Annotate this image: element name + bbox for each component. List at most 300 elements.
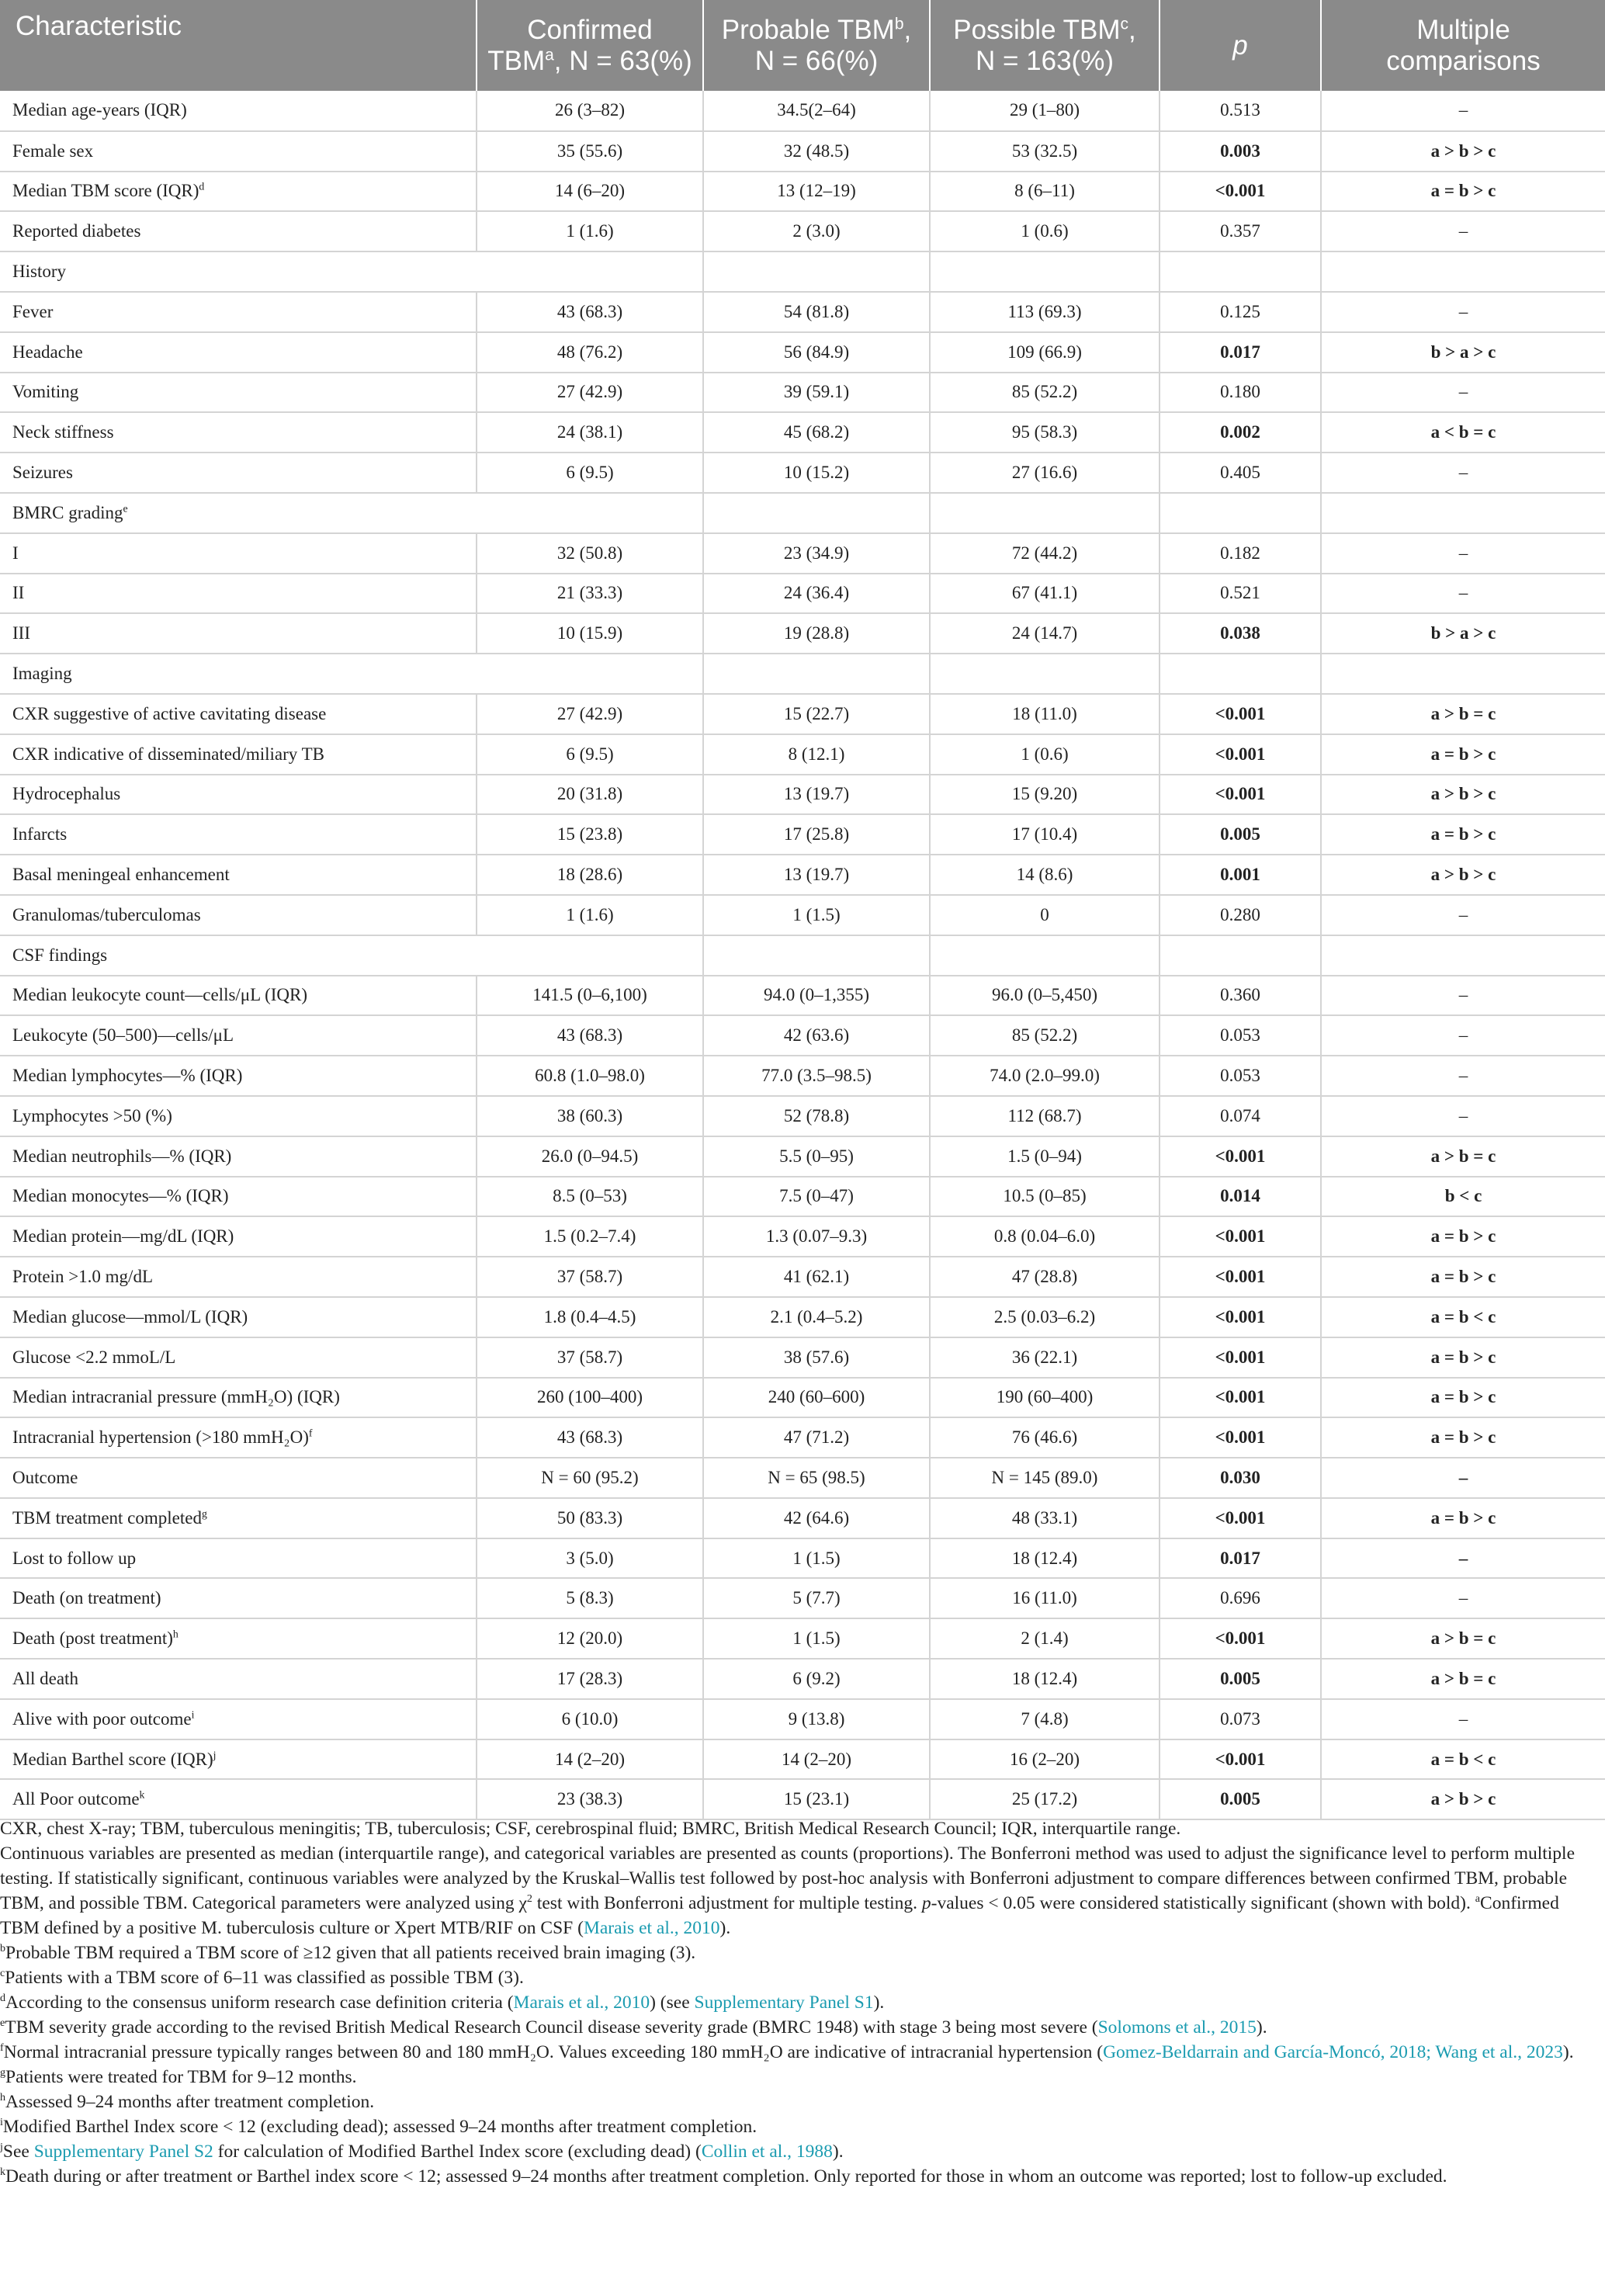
- cell-possible: 95 (58.3): [930, 412, 1160, 453]
- cell-p-value: [1160, 493, 1321, 533]
- cell-possible: 29 (1–80): [930, 91, 1160, 131]
- cell-p-value: <0.001: [1160, 1618, 1321, 1659]
- cell-probable: 39 (59.1): [703, 373, 930, 413]
- cell-probable: 8 (12.1): [703, 734, 930, 775]
- row-label: Outcome: [0, 1458, 477, 1498]
- table-row: [0, 1096, 1605, 1136]
- cell-confirmed: 10 (15.9): [477, 613, 703, 654]
- cell-multiple-comparisons: –: [1321, 453, 1605, 493]
- row-label: II: [0, 574, 477, 614]
- cell-confirmed: 26 (3–82): [477, 91, 703, 131]
- cell-multiple-comparisons: –: [1321, 1578, 1605, 1618]
- cell-multiple-comparisons: a = b > c: [1321, 734, 1605, 775]
- table-row: [0, 574, 1605, 614]
- footnote-h: $^h$Assessed 9–24 months after treatment completion.: [0, 2091, 375, 2112]
- cell-confirmed: [477, 935, 703, 976]
- table-row: [0, 292, 1605, 332]
- cell-possible: 112 (68.7): [930, 1096, 1160, 1136]
- cell-confirmed: [477, 654, 703, 694]
- cell-p-value: 0.357: [1160, 211, 1321, 251]
- cell-confirmed: 38 (60.3): [477, 1096, 703, 1136]
- cell-possible: 1 (0.6): [930, 734, 1160, 775]
- table-row: [0, 1779, 1605, 1819]
- cell-multiple-comparisons: [1321, 493, 1605, 533]
- row-label: Fever: [0, 292, 477, 332]
- cell-multiple-comparisons: –: [1321, 533, 1605, 574]
- cell-p-value: <0.001: [1160, 775, 1321, 815]
- footnote-d: $^d$According to the consensus uniform research case definition criteria (Marais et al., 2010) (see Supplementary Panel S1).: [0, 1992, 885, 2013]
- row-label: Vomiting: [0, 373, 477, 413]
- citation-link[interactable]: Solomons et al., 2015: [1097, 2017, 1257, 2038]
- row-label: History: [0, 251, 477, 292]
- cell-possible: 0.8 (0.04–6.0): [930, 1216, 1160, 1257]
- table-row: [0, 1297, 1605, 1337]
- cell-p-value: 0.405: [1160, 453, 1321, 493]
- cell-p-value: 0.513: [1160, 91, 1321, 131]
- cell-probable: [703, 251, 930, 292]
- cell-confirmed: 43 (68.3): [477, 1015, 703, 1056]
- table-row: [0, 1056, 1605, 1096]
- cell-confirmed: 27 (42.9): [477, 373, 703, 413]
- table-row: [0, 1136, 1605, 1177]
- row-label: Median intracranial pressure (mmH₂O) (IQR): [0, 1378, 477, 1418]
- cell-probable: [703, 493, 930, 533]
- row-label: Intracranial hypertension (>180 mmH₂O)$^f$: [0, 1417, 477, 1458]
- cell-p-value: <0.001: [1160, 734, 1321, 775]
- cell-multiple-comparisons: –: [1321, 895, 1605, 935]
- cell-multiple-comparisons: –: [1321, 292, 1605, 332]
- cell-confirmed: [477, 251, 703, 292]
- table-row: [0, 1257, 1605, 1297]
- citation-link[interactable]: Marais et al., 2010: [513, 1993, 650, 2013]
- cell-probable: 13 (12–19): [703, 172, 930, 212]
- cell-multiple-comparisons: –: [1321, 1015, 1605, 1056]
- cell-probable: 19 (28.8): [703, 613, 930, 654]
- cell-possible: 1 (0.6): [930, 211, 1160, 251]
- cell-probable: 1 (1.5): [703, 1538, 930, 1579]
- row-label: Basal meningeal enhancement: [0, 855, 477, 895]
- table-row: [0, 1578, 1605, 1618]
- citation-link[interactable]: Gomez-Beldarrain and García-Moncó, 2018; Wang et al., 2023: [1103, 2042, 1563, 2062]
- footnote-f: $^f$Normal intracranial pressure typically ranges between 80 and 180 mmH₂O. Values exceeding 180 mmH₂O are indicative of intracranial hypertension (Gomez-Beldarrain and García-Moncó, 2018; Wang et al., 2023).: [0, 2041, 1574, 2062]
- cell-probable: 17 (25.8): [703, 814, 930, 855]
- cell-confirmed: 14 (6–20): [477, 172, 703, 212]
- cell-possible: 15 (9.20): [930, 775, 1160, 815]
- cell-confirmed: 1.5 (0.2–7.4): [477, 1216, 703, 1257]
- cell-possible: 18 (12.4): [930, 1659, 1160, 1699]
- cell-possible: 8 (6–11): [930, 172, 1160, 212]
- supplementary-link[interactable]: Supplementary Panel S2: [33, 2142, 213, 2162]
- cell-confirmed: 6 (10.0): [477, 1699, 703, 1739]
- cell-p-value: <0.001: [1160, 1257, 1321, 1297]
- citation-link[interactable]: Marais et al., 2010: [583, 1918, 720, 1938]
- cell-p-value: <0.001: [1160, 694, 1321, 734]
- cell-multiple-comparisons: –: [1321, 574, 1605, 614]
- cell-multiple-comparisons: a = b > c: [1321, 1257, 1605, 1297]
- cell-probable: 13 (19.7): [703, 855, 930, 895]
- cell-possible: [930, 251, 1160, 292]
- cell-p-value: 0.073: [1160, 1699, 1321, 1739]
- row-label: I: [0, 533, 477, 574]
- row-label: Glucose <2.2 mmoL/L: [0, 1337, 477, 1378]
- cell-confirmed: 37 (58.7): [477, 1337, 703, 1378]
- cell-possible: 14 (8.6): [930, 855, 1160, 895]
- cell-p-value: 0.005: [1160, 1659, 1321, 1699]
- cell-confirmed: 15 (23.8): [477, 814, 703, 855]
- table-footnotes: [0, 1816, 1599, 2189]
- footnote-c: $^c$Patients with a TBM score of 6–11 was classified as possible TBM (3).: [0, 1967, 524, 1988]
- cell-p-value: 0.125: [1160, 292, 1321, 332]
- table-row: [0, 1458, 1605, 1498]
- cell-multiple-comparisons: a = b < c: [1321, 1739, 1605, 1780]
- cell-confirmed: 21 (33.3): [477, 574, 703, 614]
- cell-multiple-comparisons: –: [1321, 91, 1605, 131]
- cell-p-value: 0.521: [1160, 574, 1321, 614]
- cell-p-value: <0.001: [1160, 1498, 1321, 1538]
- cell-p-value: 0.696: [1160, 1578, 1321, 1618]
- table-row: [0, 1378, 1605, 1418]
- row-label: Alive with poor outcome$^i$: [0, 1699, 477, 1739]
- cell-possible: 10.5 (0–85): [930, 1177, 1160, 1217]
- cell-p-value: 0.074: [1160, 1096, 1321, 1136]
- cell-possible: 16 (2–20): [930, 1739, 1160, 1780]
- row-label: Median glucose—mmol/L (IQR): [0, 1297, 477, 1337]
- cell-multiple-comparisons: [1321, 251, 1605, 292]
- cell-probable: 56 (84.9): [703, 332, 930, 373]
- cell-confirmed: 260 (100–400): [477, 1378, 703, 1418]
- table-body: [0, 91, 1605, 1819]
- cell-confirmed: 32 (50.8): [477, 533, 703, 574]
- cell-possible: 74.0 (2.0–99.0): [930, 1056, 1160, 1096]
- supplementary-link[interactable]: Supplementary Panel S1: [694, 1993, 874, 2013]
- cell-probable: 42 (64.6): [703, 1498, 930, 1538]
- cell-p-value: 0.360: [1160, 976, 1321, 1016]
- cell-probable: 9 (13.8): [703, 1699, 930, 1739]
- table-row: [0, 1498, 1605, 1538]
- cell-probable: 52 (78.8): [703, 1096, 930, 1136]
- row-label: Median Barthel score (IQR)$^j$: [0, 1739, 477, 1780]
- cell-confirmed: 26.0 (0–94.5): [477, 1136, 703, 1177]
- cell-p-value: 0.030: [1160, 1458, 1321, 1498]
- row-label: Imaging: [0, 654, 477, 694]
- cell-multiple-comparisons: [1321, 935, 1605, 976]
- cell-probable: 1 (1.5): [703, 1618, 930, 1659]
- cell-probable: 77.0 (3.5–98.5): [703, 1056, 930, 1096]
- cell-probable: 94.0 (0–1,355): [703, 976, 930, 1016]
- cell-possible: [930, 935, 1160, 976]
- header-p-value: p: [1160, 0, 1321, 91]
- cell-probable: N = 65 (98.5): [703, 1458, 930, 1498]
- cell-confirmed: 50 (83.3): [477, 1498, 703, 1538]
- cell-probable: 15 (22.7): [703, 694, 930, 734]
- cell-p-value: 0.014: [1160, 1177, 1321, 1217]
- cell-p-value: <0.001: [1160, 1739, 1321, 1780]
- row-label: Protein >1.0 mg/dL: [0, 1257, 477, 1297]
- row-label: Median protein—mg/dL (IQR): [0, 1216, 477, 1257]
- cell-multiple-comparisons: a = b > c: [1321, 814, 1605, 855]
- cell-p-value: 0.038: [1160, 613, 1321, 654]
- table-row: [0, 1337, 1605, 1378]
- cell-confirmed: 3 (5.0): [477, 1538, 703, 1579]
- citation-link[interactable]: Collin et al., 1988: [701, 2142, 833, 2162]
- cell-multiple-comparisons: a > b = c: [1321, 694, 1605, 734]
- cell-p-value: <0.001: [1160, 1297, 1321, 1337]
- row-label: Median TBM score (IQR)$^d$: [0, 172, 477, 212]
- row-label: Median neutrophils—% (IQR): [0, 1136, 477, 1177]
- cell-possible: 17 (10.4): [930, 814, 1160, 855]
- cell-p-value: 0.182: [1160, 533, 1321, 574]
- cell-confirmed: 17 (28.3): [477, 1659, 703, 1699]
- cell-probable: 1.3 (0.07–9.3): [703, 1216, 930, 1257]
- cell-probable: 14 (2–20): [703, 1739, 930, 1780]
- table-row: [0, 694, 1605, 734]
- row-label: Death (on treatment): [0, 1578, 477, 1618]
- cell-multiple-comparisons: a = b > c: [1321, 1216, 1605, 1257]
- cell-confirmed: 60.8 (1.0–98.0): [477, 1056, 703, 1096]
- footnote-i: $^i$Modified Barthel Index score < 12 (excluding dead); assessed 9–24 months after treatment completion.: [0, 2116, 757, 2137]
- table-row: [0, 533, 1605, 574]
- table-row: [0, 373, 1605, 413]
- cell-probable: 23 (34.9): [703, 533, 930, 574]
- cell-confirmed: 20 (31.8): [477, 775, 703, 815]
- footnote-abbreviations: CXR, chest X-ray; TBM, tuberculous meningitis; TB, tuberculosis; CSF, cerebrospinal fluid; BMRC, British Medical Research Council; IQR, interquartile range.: [0, 1819, 1181, 1839]
- cell-multiple-comparisons: a = b < c: [1321, 1297, 1605, 1337]
- cell-possible: 2 (1.4): [930, 1618, 1160, 1659]
- row-label: Headache: [0, 332, 477, 373]
- cell-confirmed: 5 (8.3): [477, 1578, 703, 1618]
- cell-possible: [930, 493, 1160, 533]
- cell-possible: 7 (4.8): [930, 1699, 1160, 1739]
- cell-confirmed: 6 (9.5): [477, 734, 703, 775]
- cell-p-value: <0.001: [1160, 1378, 1321, 1418]
- cell-multiple-comparisons: –: [1321, 1096, 1605, 1136]
- cell-p-value: <0.001: [1160, 172, 1321, 212]
- row-label: BMRC grading$^e$: [0, 493, 477, 533]
- cell-probable: 5 (7.7): [703, 1578, 930, 1618]
- row-label: All death: [0, 1659, 477, 1699]
- table-row: [0, 1618, 1605, 1659]
- cell-multiple-comparisons: –: [1321, 976, 1605, 1016]
- cell-p-value: 0.001: [1160, 855, 1321, 895]
- cell-p-value: 0.280: [1160, 895, 1321, 935]
- cell-probable: 240 (60–600): [703, 1378, 930, 1418]
- cell-possible: 85 (52.2): [930, 373, 1160, 413]
- cell-probable: 7.5 (0–47): [703, 1177, 930, 1217]
- cell-multiple-comparisons: b > a > c: [1321, 332, 1605, 373]
- cell-multiple-comparisons: a = b > c: [1321, 1337, 1605, 1378]
- cell-p-value: 0.053: [1160, 1015, 1321, 1056]
- table-row: [0, 895, 1605, 935]
- cell-probable: 2 (3.0): [703, 211, 930, 251]
- table-row: [0, 935, 1605, 976]
- cell-probable: 5.5 (0–95): [703, 1136, 930, 1177]
- cell-multiple-comparisons: a > b = c: [1321, 1618, 1605, 1659]
- cell-probable: 41 (62.1): [703, 1257, 930, 1297]
- table-row: [0, 1177, 1605, 1217]
- cell-p-value: 0.180: [1160, 373, 1321, 413]
- cell-multiple-comparisons: a > b = c: [1321, 1659, 1605, 1699]
- row-label: Median monocytes—% (IQR): [0, 1177, 477, 1217]
- cell-multiple-comparisons: a = b > c: [1321, 1417, 1605, 1458]
- footnote-e: $^e$TBM severity grade according to the revised British Medical Research Council disease severity grade (BMRC 1948) with stage 3 being most severe (Solomons et al., 2015).: [0, 2017, 1267, 2038]
- cell-p-value: <0.001: [1160, 1216, 1321, 1257]
- cell-confirmed: 24 (38.1): [477, 412, 703, 453]
- table-row: [0, 412, 1605, 453]
- cell-possible: 18 (11.0): [930, 694, 1160, 734]
- cell-possible: 53 (32.5): [930, 131, 1160, 172]
- cell-possible: 109 (66.9): [930, 332, 1160, 373]
- cell-confirmed: 8.5 (0–53): [477, 1177, 703, 1217]
- cell-probable: 54 (81.8): [703, 292, 930, 332]
- cell-confirmed: 141.5 (0–6,100): [477, 976, 703, 1016]
- row-label: All Poor outcome$^k$: [0, 1779, 477, 1819]
- cell-possible: 36 (22.1): [930, 1337, 1160, 1378]
- cell-p-value: 0.017: [1160, 332, 1321, 373]
- cell-p-value: 0.002: [1160, 412, 1321, 453]
- cell-probable: 34.5(2–64): [703, 91, 930, 131]
- cell-p-value: [1160, 935, 1321, 976]
- cell-p-value: 0.005: [1160, 1779, 1321, 1819]
- cell-probable: 2.1 (0.4–5.2): [703, 1297, 930, 1337]
- row-label: III: [0, 613, 477, 654]
- table-row: [0, 1417, 1605, 1458]
- cell-confirmed: 18 (28.6): [477, 855, 703, 895]
- row-label: Seizures: [0, 453, 477, 493]
- cell-multiple-comparisons: –: [1321, 1458, 1605, 1498]
- cell-possible: 76 (46.6): [930, 1417, 1160, 1458]
- table-row: [0, 251, 1605, 292]
- cell-p-value: <0.001: [1160, 1136, 1321, 1177]
- cell-probable: 42 (63.6): [703, 1015, 930, 1056]
- row-label: Lost to follow up: [0, 1538, 477, 1579]
- cell-multiple-comparisons: a > b > c: [1321, 1779, 1605, 1819]
- footnote-g: $^g$Patients were treated for TBM for 9–12 months.: [0, 2066, 357, 2087]
- header-possible: Possible TBM$^c$, N = 163(%): [930, 0, 1160, 91]
- header-confirmed: Confirmed TBM$^a$, N = 63(%): [477, 0, 703, 91]
- table-row: [0, 654, 1605, 694]
- cell-probable: 38 (57.6): [703, 1337, 930, 1378]
- row-label: Median leukocyte count—cells/μL (IQR): [0, 976, 477, 1016]
- table-row: [0, 211, 1605, 251]
- cell-confirmed: 48 (76.2): [477, 332, 703, 373]
- cell-multiple-comparisons: a = b > c: [1321, 1498, 1605, 1538]
- cell-multiple-comparisons: a > b = c: [1321, 1136, 1605, 1177]
- cell-p-value: 0.003: [1160, 131, 1321, 172]
- header-multiple-comparisons: Multiple comparisons: [1386, 14, 1541, 76]
- cell-probable: [703, 654, 930, 694]
- cell-confirmed: 43 (68.3): [477, 292, 703, 332]
- table-row: [0, 613, 1605, 654]
- cell-possible: 1.5 (0–94): [930, 1136, 1160, 1177]
- header-characteristic: Characteristic: [0, 0, 477, 91]
- footnote-j: $^j$See Supplementary Panel S2 for calculation of Modified Barthel Index score (excluding dead) (Collin et al., 1988).: [0, 2141, 844, 2162]
- cell-multiple-comparisons: b > a > c: [1321, 613, 1605, 654]
- cell-p-value: 0.017: [1160, 1538, 1321, 1579]
- row-label: Granulomas/tuberculomas: [0, 895, 477, 935]
- table-header-row: [0, 0, 1605, 91]
- row-label: CSF findings: [0, 935, 477, 976]
- cell-p-value: <0.001: [1160, 1417, 1321, 1458]
- cell-probable: 47 (71.2): [703, 1417, 930, 1458]
- cell-confirmed: 27 (42.9): [477, 694, 703, 734]
- cell-possible: 0: [930, 895, 1160, 935]
- table-row: [0, 1538, 1605, 1579]
- cell-multiple-comparisons: a < b = c: [1321, 412, 1605, 453]
- cell-possible: 24 (14.7): [930, 613, 1160, 654]
- cell-possible: 190 (60–400): [930, 1378, 1160, 1418]
- row-label: TBM treatment completed$^g$: [0, 1498, 477, 1538]
- row-label: CXR indicative of disseminated/miliary TB: [0, 734, 477, 775]
- cell-probable: 24 (36.4): [703, 574, 930, 614]
- cell-probable: 1 (1.5): [703, 895, 930, 935]
- cell-possible: 48 (33.1): [930, 1498, 1160, 1538]
- cell-confirmed: 1 (1.6): [477, 895, 703, 935]
- cell-confirmed: 12 (20.0): [477, 1618, 703, 1659]
- cell-possible: 47 (28.8): [930, 1257, 1160, 1297]
- cell-multiple-comparisons: a = b > c: [1321, 1378, 1605, 1418]
- cell-possible: 27 (16.6): [930, 453, 1160, 493]
- table-row: [0, 1739, 1605, 1780]
- cell-multiple-comparisons: [1321, 654, 1605, 694]
- row-label: Neck stiffness: [0, 412, 477, 453]
- table-row: [0, 493, 1605, 533]
- cell-multiple-comparisons: –: [1321, 373, 1605, 413]
- cell-confirmed: 23 (38.3): [477, 1779, 703, 1819]
- row-label: Death (post treatment)$^h$: [0, 1618, 477, 1659]
- cell-multiple-comparisons: b < c: [1321, 1177, 1605, 1217]
- table-row: [0, 1015, 1605, 1056]
- cell-possible: 18 (12.4): [930, 1538, 1160, 1579]
- row-label: Leukocyte (50–500)—cells/μL: [0, 1015, 477, 1056]
- cell-p-value: 0.005: [1160, 814, 1321, 855]
- table-row: [0, 453, 1605, 493]
- table-row: [0, 1659, 1605, 1699]
- cell-confirmed: 6 (9.5): [477, 453, 703, 493]
- cell-possible: 25 (17.2): [930, 1779, 1160, 1819]
- cell-p-value: [1160, 251, 1321, 292]
- cell-possible: 72 (44.2): [930, 533, 1160, 574]
- table-row: [0, 172, 1605, 212]
- row-label: Reported diabetes: [0, 211, 477, 251]
- cell-probable: 6 (9.2): [703, 1659, 930, 1699]
- cell-multiple-comparisons: –: [1321, 211, 1605, 251]
- table-row: [0, 332, 1605, 373]
- cell-confirmed: 1 (1.6): [477, 211, 703, 251]
- cell-confirmed: 14 (2–20): [477, 1739, 703, 1780]
- row-label: Median age-years (IQR): [0, 91, 477, 131]
- footnote-methods: Continuous variables are presented as median (interquartile range), and categorical variables are presented as counts (proportions). The Bonferroni method was used to adjust the significance level to perform multiple testing. If statistically significant, continuous variables were analyzed by the Kruskal–Wallis test followed by post-hoc analysis with Bonferroni adjustment to compare differences between confirmed TBM, probable TBM, and possible TBM. Categorical parameters were analyzed using $\chi^2$ test with Bonferroni adjustment for multiple testing. p-values < 0.05 were considered statistically significant (shown with bold). $^a$Confirmed TBM defined by a positive M. tuberculosis culture or Xpert MTB/RIF on CSF (Marais et al., 2010).: [0, 1843, 1576, 1938]
- row-label: Female sex: [0, 131, 477, 172]
- row-label: Lymphocytes >50 (%): [0, 1096, 477, 1136]
- cell-confirmed: 35 (55.6): [477, 131, 703, 172]
- cell-possible: 96.0 (0–5,450): [930, 976, 1160, 1016]
- cell-p-value: <0.001: [1160, 1337, 1321, 1378]
- cell-multiple-comparisons: –: [1321, 1056, 1605, 1096]
- cell-confirmed: 1.8 (0.4–4.5): [477, 1297, 703, 1337]
- cell-multiple-comparisons: –: [1321, 1538, 1605, 1579]
- cell-possible: N = 145 (89.0): [930, 1458, 1160, 1498]
- cell-multiple-comparisons: –: [1321, 1699, 1605, 1739]
- cell-possible: 113 (69.3): [930, 292, 1160, 332]
- row-label: CXR suggestive of active cavitating disease: [0, 694, 477, 734]
- cell-probable: 45 (68.2): [703, 412, 930, 453]
- table-row: [0, 91, 1605, 131]
- cell-possible: 2.5 (0.03–6.2): [930, 1297, 1160, 1337]
- table-row: [0, 1216, 1605, 1257]
- cell-probable: 10 (15.2): [703, 453, 930, 493]
- table-row: [0, 734, 1605, 775]
- footnote-k: $^k$Death during or after treatment or Barthel index score < 12; assessed 9–24 months after treatment completion. Only reported for those in whom an outcome was reported; lost to follow-up excluded.: [0, 2166, 1447, 2187]
